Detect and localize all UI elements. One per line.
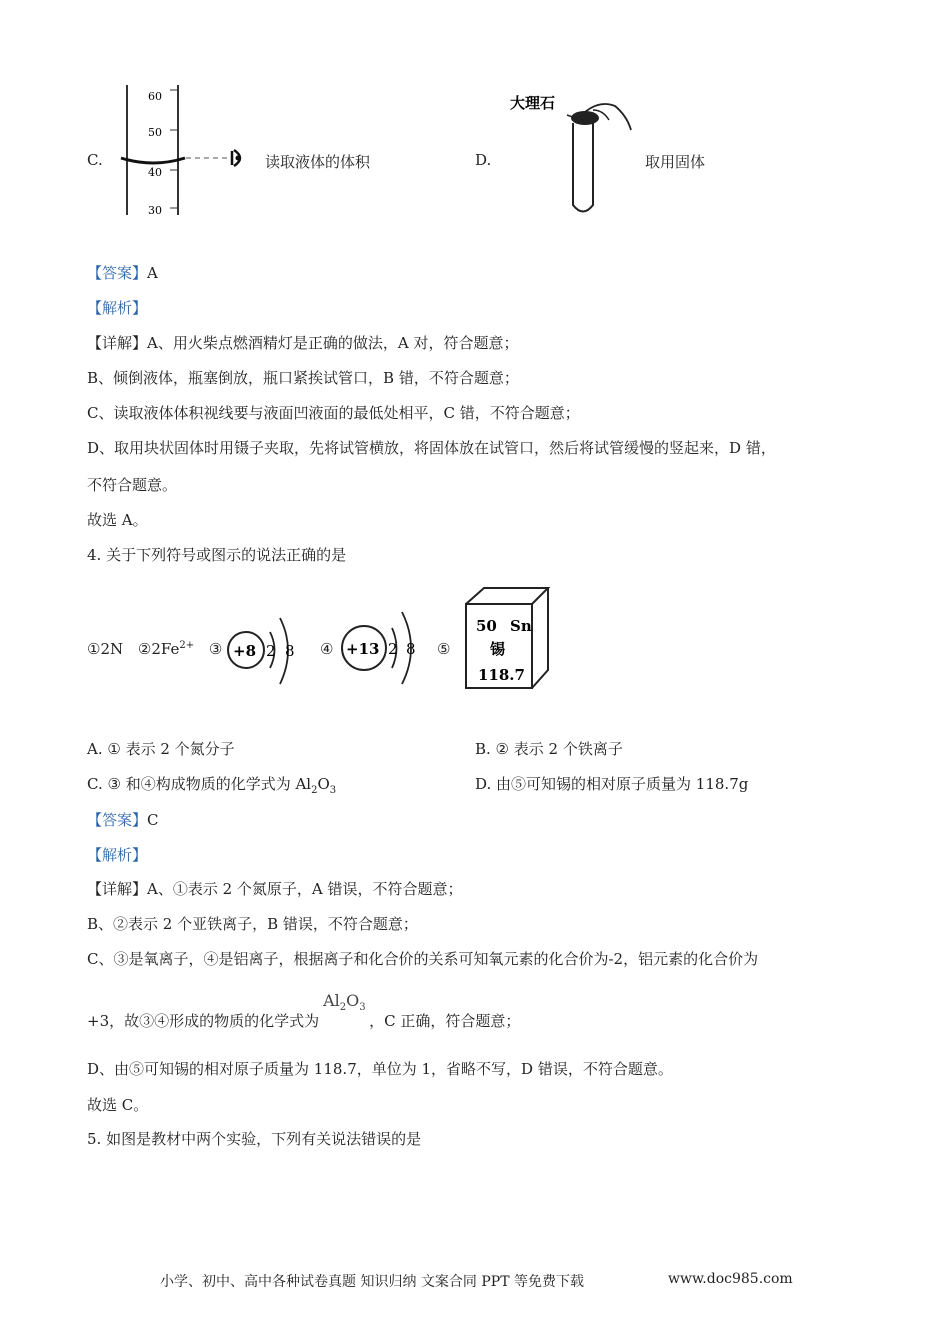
- detail-tag: 【详解】: [87, 880, 148, 898]
- element-name: 锡: [490, 640, 506, 658]
- analysis-tag: 【解析】: [87, 846, 148, 864]
- q4-detail-c1: C、③是氧离子，④是铝离子，根据离子和化合价的关系可知氧元素的化合价为-2，铝元素的化合价为: [87, 950, 759, 968]
- q3-detail-b: B、倾倒液体，瓶塞倒放，瓶口紧挨试管口，B 错，不符合题意；: [87, 369, 519, 387]
- element-mass: 118.7: [478, 666, 525, 684]
- atom3-shell1: 2: [266, 642, 276, 660]
- q4-option-b: B. ② 表示 2 个铁离子: [475, 740, 623, 758]
- q4-detail-a: 【详解】A、①表示 2 个氮原子，A 错误，不符合题意；: [87, 880, 463, 898]
- q4-conclusion: 故选 C。: [87, 1096, 149, 1114]
- q4-detail-b: B、②表示 2 个亚铁离子，B 错误，不符合题意；: [87, 915, 418, 933]
- answer-value: A: [147, 264, 158, 282]
- answer-tag: 【答案】: [87, 811, 148, 829]
- q4-detail-c2: +3，故③④形成的物质的化学式为 $Al_2O_3$ ，C 正确，符合题意；: [87, 991, 521, 1030]
- oxygen-atom-diagram: [222, 598, 312, 698]
- test-tube-figure: [505, 80, 640, 220]
- atom4-nucleus: +13: [346, 640, 380, 658]
- q4-answer-line: [87, 809, 159, 830]
- symbol-3-marker: ③: [208, 640, 223, 658]
- atom3-nucleus: +8: [233, 642, 257, 660]
- option-c-text: 读取液体的体积: [265, 153, 371, 171]
- q4-detail-d: D、由⑤可知锡的相对原子质量为 118.7，单位为 1，省略不写，D 错误，不符合题意。: [87, 1060, 673, 1078]
- q5-stem: 5. 如图是教材中两个实验，下列有关说法错误的是: [87, 1130, 422, 1148]
- answer-value: C: [147, 811, 159, 829]
- q3-conclusion: 故选 A。: [87, 511, 148, 529]
- q3-detail-a: 【详解】A、用火柴点燃酒精灯是正确的做法，A 对，符合题意；: [87, 334, 519, 352]
- cylinder-tick-40: 40: [148, 166, 162, 179]
- q3-detail-d1: D、取用块状固体时用镊子夹取，先将试管横放，将固体放在试管口，然后将试管缓慢的竖起来，D 错，: [87, 439, 776, 457]
- atom3-shell2: 8: [285, 642, 295, 660]
- q3-detail-d2: 不符合题意。: [87, 476, 178, 494]
- cylinder-tick-60: 60: [148, 90, 162, 103]
- element-number: 50: [476, 617, 497, 635]
- q4-symbols-row: [87, 640, 222, 658]
- q4-option-d: D. 由⑤可知锡的相对原子质量为 118.7g: [475, 775, 749, 793]
- footer-text: 小学、初中、高中各种试卷真题 知识归纳 文案合同 PPT 等免费下载: [160, 1274, 584, 1290]
- option-d-label: D.: [475, 151, 492, 169]
- cylinder-tick-50: 50: [148, 126, 162, 139]
- atom4-shell1: 2: [388, 640, 398, 658]
- analysis-tag: 【解析】: [87, 299, 148, 317]
- q4-option-c: C. ③ 和④构成物质的化学式为 $Al_2O_3$: [87, 775, 337, 796]
- q3-detail-c: C、读取液体体积视线要与液面凹液面的最低处相平，C 错，不符合题意；: [87, 404, 580, 422]
- q3-answer-line: [87, 262, 158, 283]
- option-c-label: C.: [87, 151, 103, 169]
- atom4-shell2: 8: [406, 640, 416, 658]
- symbol-1: ①2N: [87, 640, 124, 658]
- symbol-5-marker: ⑤: [437, 640, 451, 658]
- graduated-cylinder-figure: [118, 80, 268, 220]
- formula-al2o3: $Al_2O_3$: [323, 991, 366, 1014]
- detail-tag: 【详解】: [87, 334, 148, 352]
- marble-label: 大理石: [510, 94, 556, 112]
- option-d-text: 取用固体: [645, 153, 706, 171]
- q4-option-a: A. ① 表示 2 个氮分子: [87, 740, 235, 758]
- answer-tag: 【答案】: [87, 264, 148, 282]
- q4-stem: 4. 关于下列符号或图示的说法正确的是: [87, 546, 347, 564]
- tin-element-card: [462, 584, 552, 692]
- symbol-2: $②2Fe^{2+}$: [137, 640, 195, 658]
- cylinder-tick-30: 30: [148, 204, 162, 217]
- element-symbol: Sn: [510, 617, 532, 635]
- aluminum-atom-diagram: [338, 592, 438, 702]
- footer-url[interactable]: www.doc985.com: [668, 1271, 793, 1287]
- symbol-4-marker: ④: [320, 640, 334, 658]
